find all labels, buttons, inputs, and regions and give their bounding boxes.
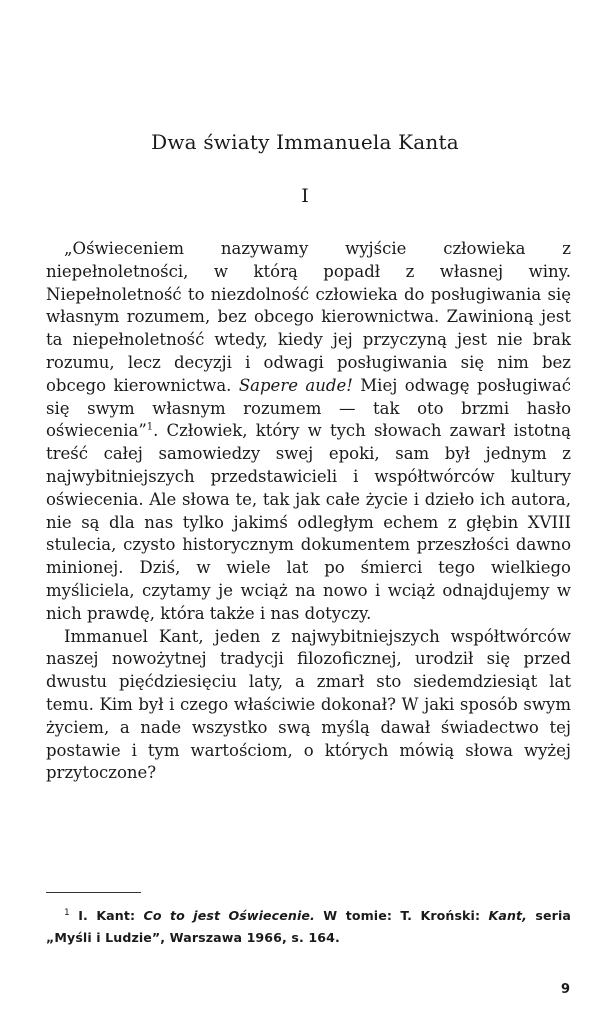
paragraph-1 (46, 238, 571, 626)
footnote-divider (46, 892, 141, 893)
latin-phrase: Sapere aude! (238, 375, 353, 395)
footnote-middle: W tomie: T. Kroński: (314, 908, 489, 923)
paragraph-1-part-2: Miej odwagę posługiwać się swym własnym rozumem — tak oto brzmi hasło oświecenia” (46, 375, 571, 441)
footnote-tail: seria „Myśli i Ludzie”, Warszawa 1966, s. 164. (46, 908, 571, 945)
footnote-text (46, 905, 571, 949)
footnote (46, 905, 571, 949)
chapter-title: Dwa światy Immanuela Kanta (151, 130, 459, 154)
footnote-lead: I. Kant: (69, 908, 144, 923)
footnote-reference: 1 (146, 421, 154, 433)
footnote-book-title: Kant, (488, 908, 528, 923)
footnote-mark: 1 (64, 907, 70, 918)
paragraph-1-part-3: . Człowiek, który w tych słowach zawarł istotną treść całej samowiedzy swej epoki, sam był jednym z najwybitniejszych przedstawicieli i współtwórców kultury oświecenia. Ale słowa te, tak jak całe życie i dzieło ich autora, nie są dla nas tylko jakimś odległym echem z głębin XVIII stulecia, czysto historycznym dokumentem przeszłości dawno minionej. Dziś, w wiele lat po śmierci tego wielkiego myśliciela, czytamy je wciąż na nowo i wciąż odnajdujemy w nich prawdę, która także i nas dotyczy. (46, 421, 571, 623)
page-number: 9 (560, 982, 570, 997)
paragraph-1-part-1: „Oświeceniem nazywamy wyjście człowieka z niepełnoletności, w którą popadł z własnej winy. Niepełnoletność to niezdolność człowieka do posługiwania się własnym rozumem, bez obcego kierownictwa. Zawinioną jest ta niepełnoletność wtedy, kiedy jej przyczyną jest nie brak rozumu, lecz decyzji i odwagi posługiwania się nim bez obcego kierownictwa. (46, 239, 571, 395)
footnote-work-title: Co to jest Oświecenie. (143, 908, 315, 923)
section-number: I (301, 185, 309, 207)
paragraph-2: Immanuel Kant, jeden z najwybitniejszych współtwórców naszej nowożytnej tradycji filozoficznej, urodził się przed dwustu pięćdziesięciu laty, a zmarł sto siedemdziesiąt lat temu. Kim był i czego właściwie dokonał? W jaki sposób swym życiem, a nade wszystko swą myślą dawał świadectwo tej postawie i tym wartościom, o których mówią słowa wyżej przytoczone? (46, 626, 571, 783)
body-text (46, 238, 571, 785)
